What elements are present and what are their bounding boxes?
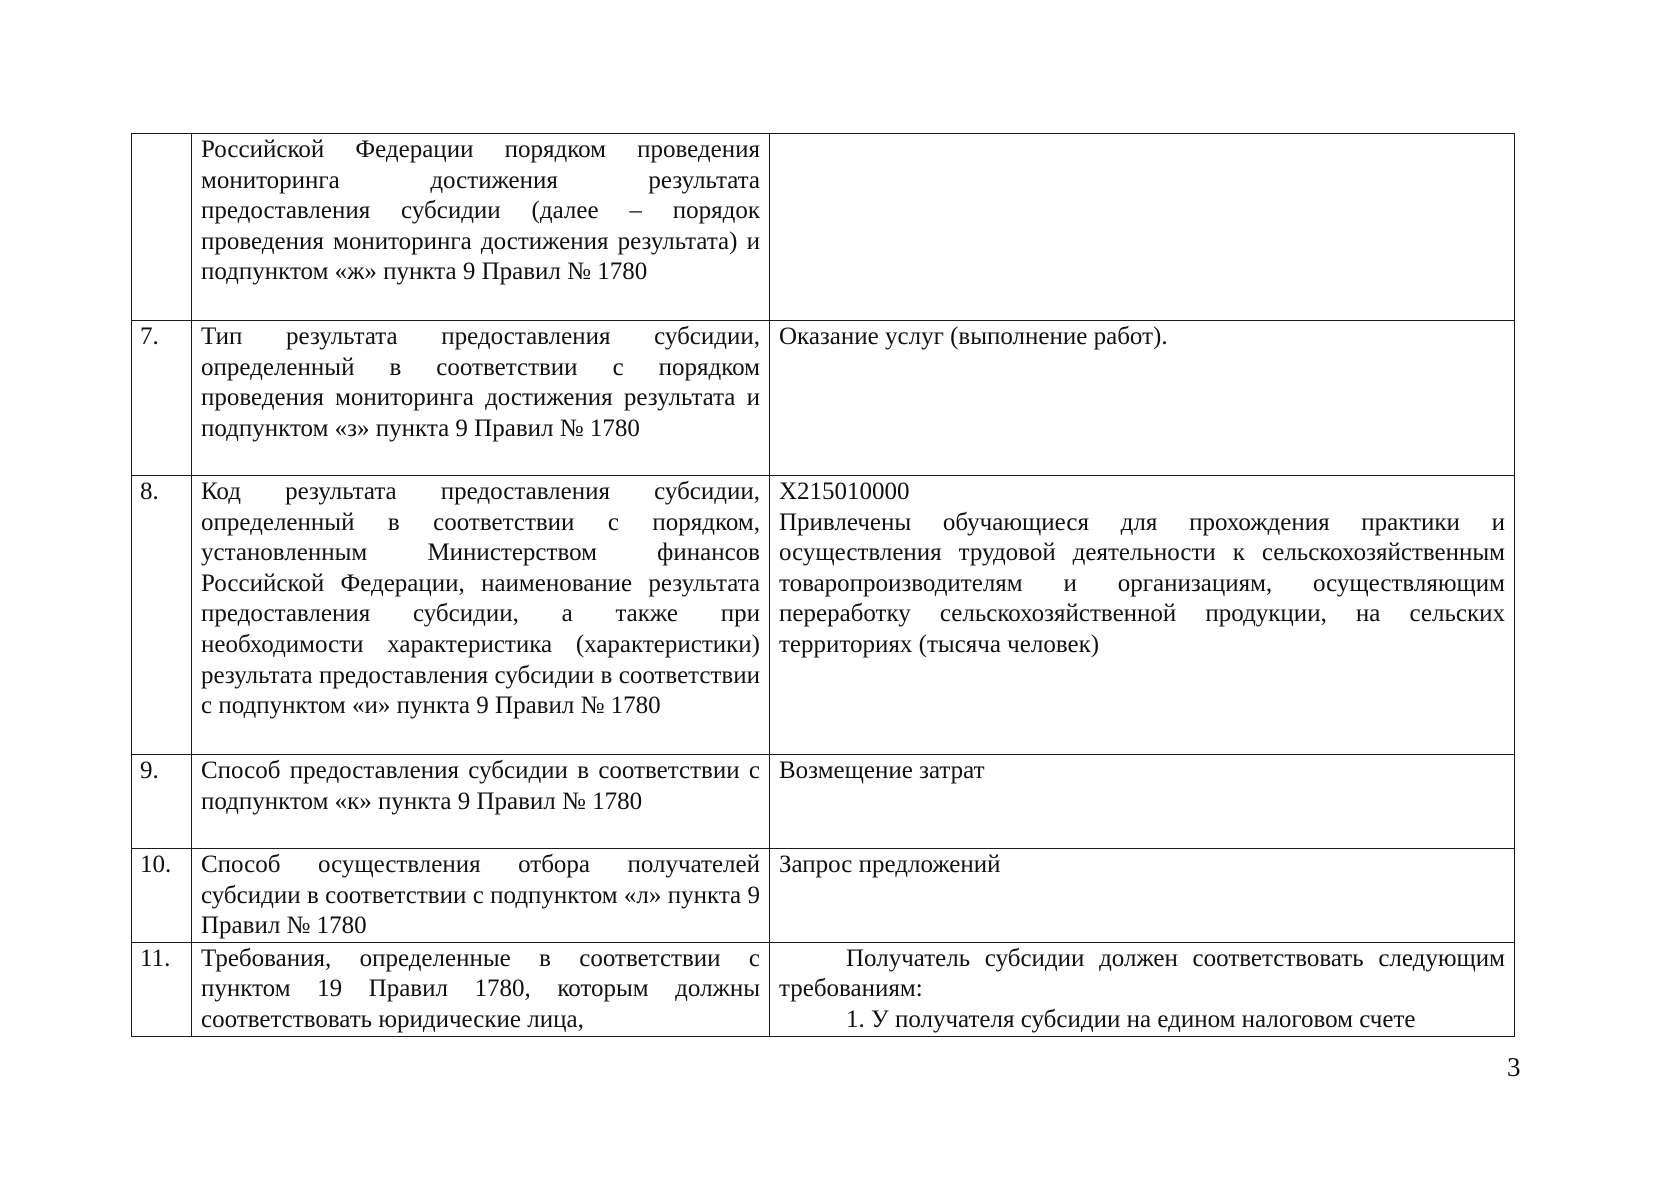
table-row [132,476,1515,755]
row-label: Российской Федерации порядком проведения мониторинга достижения результата предоставления субсидии (далее – порядок проведения мониторинга достижения результата) и подпунктом «ж» пункта 9 Правил № 1780 [192,134,770,321]
value-line: Оказание услуг (выполнение работ). [779,323,1168,350]
row-value [770,476,1515,755]
row-number: 9. [132,755,192,849]
row-number: 11. [132,942,192,1036]
row-label: Способ предоставления субсидии в соответствии с подпунктом «к» пункта 9 Правил № 1780 [192,755,770,849]
row-value [770,134,1515,321]
document-table [131,133,1515,1037]
row-label: Способ осуществления отбора получателей субсидии в соответствии с подпунктом «л» пункта 9 Правил № 1780 [192,849,770,943]
value-line: Запрос предложений [779,851,1001,878]
row-label: Требования, определенные в соответствии с пунктом 19 Правил 1780, которым должны соответствовать юридические лица, [192,942,770,1036]
row-label: Код результата предоставления субсидии, определенный в соответствии с порядком, установленным Министерством финансов Российской Федерации, наименование результата предоставления субсидии, а также при необходимости характеристика (характеристики) результата предоставления субсидии в соответствии с подпунктом «и» пункта 9 Правил № 1780 [192,476,770,755]
value-line: Возмещение затрат [779,757,985,784]
table-row [132,134,1515,321]
row-value [770,321,1515,476]
table-row [132,321,1515,476]
row-label: Тип результата предоставления субсидии, определенный в соответствии с порядком проведения мониторинга достижения результата и подпунктом «з» пункта 9 Правил № 1780 [192,321,770,476]
table-row [132,849,1515,943]
value-line: Привлечены обучающиеся для прохождения практики и осуществления трудовой деятельности к сельскохозяйственным товаропроизводителям и организациям, осуществляющим переработку сельскохозяйственной продукции, на сельских территориях (тысяча человек) [779,508,1505,658]
table-row [132,755,1515,849]
row-value [770,942,1515,1036]
row-value [770,849,1515,943]
result-code: X215010000 [779,478,910,505]
table-row [132,942,1515,1036]
value-line: 1. У получателя субсидии на едином налоговом счете [846,1005,1416,1033]
row-value [770,755,1515,849]
row-number [132,134,192,321]
page-number: 3 [1507,1052,1521,1082]
row-number: 8. [132,476,192,755]
row-number: 10. [132,849,192,943]
row-number: 7. [132,321,192,476]
value-line: Получатель субсидии должен соответствовать следующим требованиям: [779,944,1505,1003]
